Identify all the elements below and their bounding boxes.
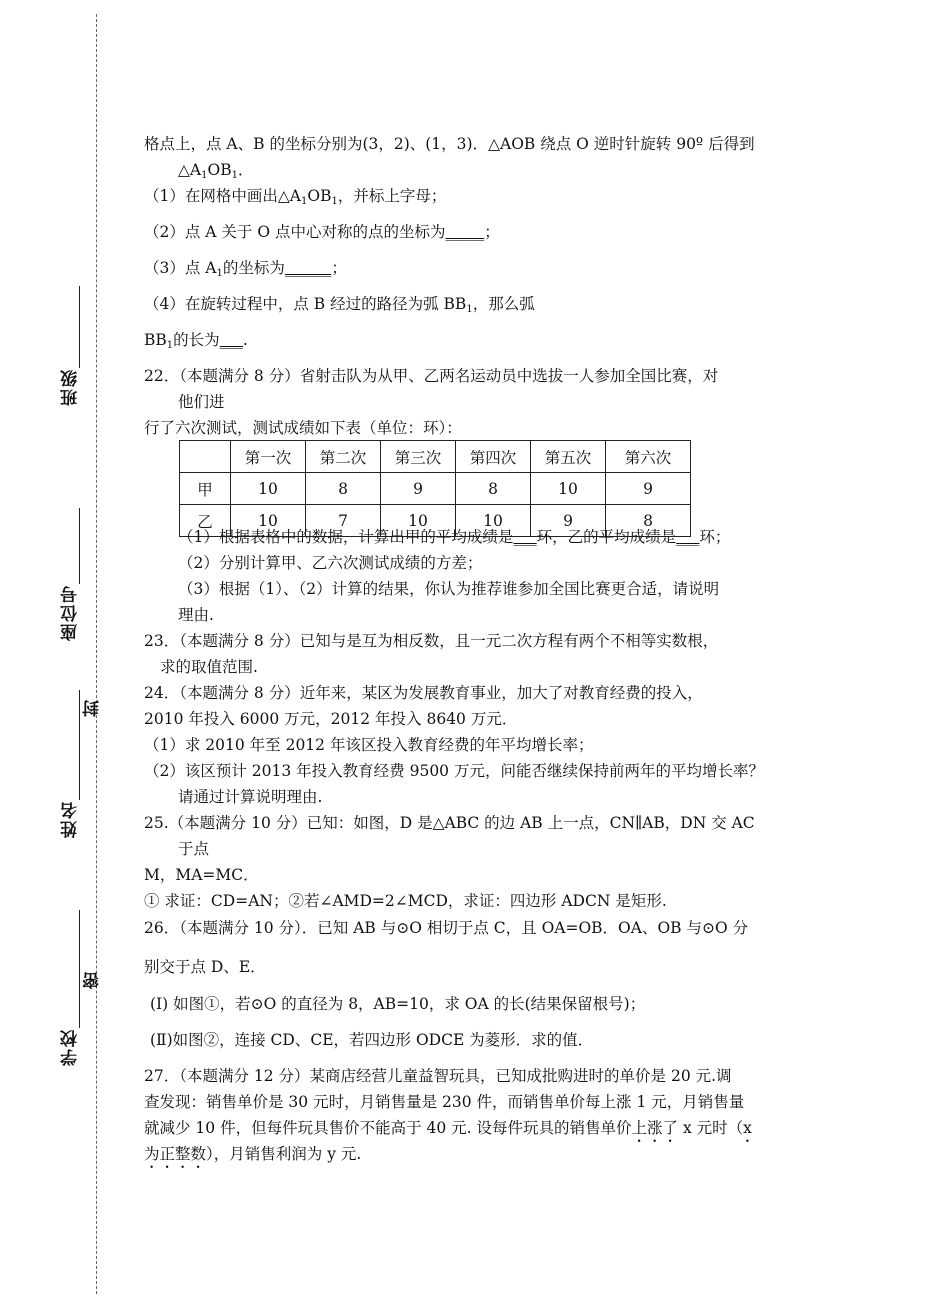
q24-line5: 请通过计算说明理由. [178,788,323,806]
q22-line3: 行了六次测试，测试成绩如下表（单位：环）： [144,419,462,437]
q21-line1: 格点上，点 A、B 的坐标分别为(3，2)、(1，3)．△AOB 绕点 O 逆时针旋转 90º 后得到 [144,135,755,153]
table-cell: 10 [531,473,606,505]
table-header-row [180,441,691,473]
seat-field [58,508,83,641]
school-underline [79,910,80,1028]
seal-char-bottom: 密 [83,972,103,989]
school-field [58,910,83,1066]
q22-line1: 22．（本题满分 8 分）省射击队为从甲、乙两名运动员中选拔一人参加全国比赛，对 [144,367,719,385]
table-header-cell: 第三次 [381,441,456,473]
table-header-cell: 第一次 [231,441,306,473]
name-field [58,690,83,838]
seal-char-top: 封 [83,700,103,717]
q25-line3: M，MA=MC． [144,866,259,884]
table-cell: 乙 [180,505,231,537]
q27-line2: 查发现：销售单价是 30 元时，月销售量是 230 件，而销售单价每上涨 1 元，月销售量 [144,1093,745,1111]
table-cell: 10 [381,505,456,537]
binding-dashed-line [96,14,97,1294]
q22-line2: 他们进 [178,393,225,411]
table-cell: 8 [606,505,691,537]
score-table [179,440,691,537]
class-label: 班级 [61,368,81,406]
q24-line2: 2010 年投入 6000 万元，2012 年投入 8640 万元． [144,710,518,728]
table-header-cell: 第五次 [531,441,606,473]
table-cell: 甲 [180,473,231,505]
name-underline [79,690,80,800]
q27-line1: 27．（本题满分 12 分）某商店经营儿童益智玩具，已知成批购进时的单价是 20 元.调 [144,1067,732,1085]
table-header-cell: 第六次 [606,441,691,473]
seat-label: 座位号 [61,584,81,641]
seat-underline [79,508,80,584]
school-label: 学校 [61,1028,81,1066]
q22-sub1: （1）根据表格中的数据，计算出甲的平均成绩是___环，乙的平均成绩是___环； [178,528,731,546]
q27-line4: 为正整数），月销售利润为 y 元. [144,1145,362,1163]
table-cell: 10 [456,505,531,537]
q23-line2: 求的取值范围. [160,658,258,676]
table-row [180,473,691,505]
q25-line1: 25.（本题满分 10 分）已知：如图，D 是△ABC 的边 AB 上一点，CN∥AB，DN 交 AC [144,814,755,832]
class-underline [79,286,80,368]
q22-sub3: （3）根据（1）、（2）计算的结果，你认为推荐谁参加全国比赛更合适，请说明 [178,580,720,598]
q27-line3: 就减少 10 件，但每件玩具售价不能高于 40 元. 设每件玩具的销售单价上涨了 x 元时（x [144,1119,752,1137]
q24-line3: （1）求 2010 年至 2012 年该区投入教育经费的年平均增长率； [144,736,594,754]
name-label: 姓名 [61,800,81,838]
q21-line2: $\triangle A_1OB_1$． [178,161,254,181]
table-cell: 9 [531,505,606,537]
table-header-cell: 第四次 [456,441,531,473]
q25-line2: 于点 [178,840,210,858]
table-cell: 8 [456,473,531,505]
table-cell: 10 [231,505,306,537]
q22-sub3-cont: 理由. [178,606,214,624]
q21-part3: （3）点 $A_1$的坐标为______； [144,259,347,279]
class-field [58,286,83,406]
q25-line4: ① 求证：CD=AN；②若∠AMD=2∠MCD，求证：四边形 ADCN 是矩形. [144,892,667,910]
q21-part2: （2）点 A 关于 O 点中心对称的点的坐标为_____； [144,223,500,241]
q26-line4: (Ⅱ)如图②，连接 CD、CE，若四边形 ODCE 为菱形．求的值． [150,1031,594,1049]
table-cell: 10 [231,473,306,505]
q26-line3: (I) 如图①，若⊙O 的直径为 8，AB=10，求 OA 的长(结果保留根号)； [150,995,646,1013]
q26-line1: 26．（本题满分 10 分）．已知 AB 与⊙O 相切于点 C，且 OA=OB．OA、OB 与⊙O 分 [144,919,749,937]
q23-line1: 23．（本题满分 8 分）已知与是互为相反数，且一元二次方程有两个不相等实数根， [144,632,719,650]
q21-part4: （4）在旋转过程中，点 B 经过的路径为弧 $BB_1$，那么弧 [144,295,535,315]
table-cell: 9 [606,473,691,505]
q24-line1: 24．（本题满分 8 分）近年来，某区为发展教育事业，加大了对教育经费的投入， [144,684,703,702]
q21-part4-cont: $BB_1$的长为___. [144,331,248,351]
q24-line4: （2）该区预计 2013 年投入教育经费 9500 万元，问能否继续保持前两年的平均增长率？ [144,762,764,780]
table-header-cell [180,441,231,473]
table-cell: 8 [306,473,381,505]
table-cell: 9 [381,473,456,505]
q26-line2: 别交于点 D、E． [144,958,266,976]
q21-part1: （1）在网格中画出$\triangle A_1OB_1$，并标上字母； [144,187,447,207]
table-header-cell: 第二次 [306,441,381,473]
q22-sub2: （2）分别计算甲、乙六次测试成绩的方差； [178,554,483,572]
table-cell: 7 [306,505,381,537]
